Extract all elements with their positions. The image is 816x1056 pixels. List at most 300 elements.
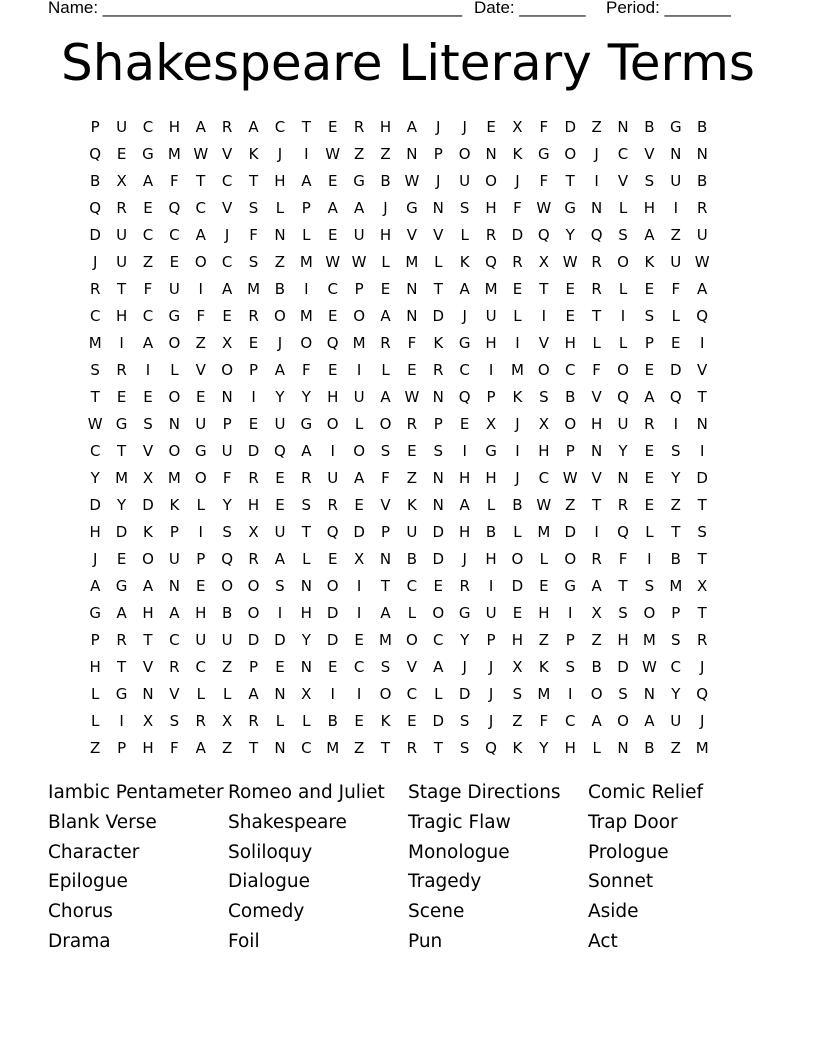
grid-letter[interactable]: C (274, 117, 286, 136)
grid-letter[interactable]: M (299, 252, 313, 271)
grid-letter[interactable]: S (90, 360, 100, 379)
grid-letter[interactable]: Z (406, 468, 418, 487)
grid-letter[interactable]: H (564, 333, 576, 352)
grid-letter[interactable]: D (432, 522, 445, 541)
grid-letter[interactable]: C (327, 279, 338, 298)
grid-letter[interactable]: A (142, 333, 154, 352)
grid-letter[interactable]: Z (591, 630, 602, 649)
grid-letter[interactable]: E (116, 387, 127, 406)
grid-letter[interactable]: E (327, 657, 338, 676)
grid-letter[interactable]: V (406, 225, 418, 244)
grid-letter[interactable]: J (488, 657, 494, 676)
grid-letter[interactable]: Z (353, 738, 365, 757)
grid-letter[interactable]: Q (274, 441, 286, 460)
grid-letter[interactable]: Z (670, 738, 681, 757)
grid-letter[interactable]: I (541, 306, 547, 325)
grid-letter[interactable]: E (116, 144, 127, 163)
grid-letter[interactable]: O (300, 333, 313, 352)
grid-letter[interactable]: N (432, 468, 444, 487)
grid-letter[interactable]: O (379, 414, 392, 433)
grid-letter[interactable]: S (644, 171, 655, 190)
grid-letter[interactable]: Q (221, 549, 234, 568)
grid-letter[interactable]: P (169, 522, 179, 541)
grid-letter[interactable]: A (274, 549, 286, 568)
grid-letter[interactable]: M (352, 333, 366, 352)
grid-letter[interactable]: K (512, 738, 523, 757)
grid-letter[interactable]: I (198, 522, 203, 541)
grid-letter[interactable]: I (304, 144, 309, 163)
grid-letter[interactable]: O (564, 549, 577, 568)
grid-letter[interactable]: T (433, 279, 443, 298)
grid-letter[interactable]: X (353, 549, 365, 568)
grid-letter[interactable]: E (116, 549, 127, 568)
grid-letter[interactable]: M (484, 279, 498, 298)
grid-letter[interactable]: M (642, 630, 656, 649)
grid-letter[interactable]: U (221, 441, 233, 460)
grid-letter[interactable]: H (142, 603, 154, 622)
grid-letter[interactable]: R (512, 252, 523, 271)
grid-letter[interactable]: B (697, 117, 708, 136)
grid-letter[interactable]: M (247, 279, 261, 298)
grid-letter[interactable]: A (591, 576, 602, 595)
grid-letter[interactable]: B (380, 171, 391, 190)
grid-letter[interactable]: W (694, 252, 710, 271)
grid-letter[interactable]: E (275, 657, 285, 676)
grid-letter[interactable]: T (433, 738, 443, 757)
grid-letter[interactable]: Z (670, 495, 681, 514)
grid-letter[interactable]: X (485, 414, 497, 433)
grid-letter[interactable]: A (142, 576, 154, 595)
grid-letter[interactable]: W (536, 495, 552, 514)
grid-letter[interactable]: M (326, 738, 340, 757)
grid-letter[interactable]: C (142, 225, 154, 244)
grid-letter[interactable]: U (168, 549, 180, 568)
grid-letter[interactable]: G (564, 576, 577, 595)
grid-letter[interactable]: Q (458, 387, 471, 406)
grid-letter[interactable]: A (644, 711, 655, 730)
grid-letter[interactable]: I (568, 684, 573, 703)
grid-letter[interactable]: W (404, 171, 420, 190)
grid-letter[interactable]: M (669, 576, 683, 595)
grid-letter[interactable]: P (433, 144, 443, 163)
grid-letter[interactable]: T (565, 171, 575, 190)
grid-letter[interactable]: S (512, 684, 523, 703)
grid-letter[interactable]: C (353, 657, 365, 676)
grid-letter[interactable]: H (168, 117, 180, 136)
grid-letter[interactable]: A (195, 225, 206, 244)
grid-letter[interactable]: P (249, 360, 259, 379)
grid-letter[interactable]: D (432, 549, 445, 568)
grid-letter[interactable]: O (458, 144, 471, 163)
grid-letter[interactable]: C (406, 684, 418, 703)
grid-letter[interactable]: D (432, 306, 445, 325)
grid-letter[interactable]: N (168, 414, 180, 433)
grid-letter[interactable]: E (327, 225, 338, 244)
grid-letter[interactable]: G (538, 144, 550, 163)
grid-letter[interactable]: F (407, 333, 417, 352)
grid-letter[interactable]: L (618, 333, 628, 352)
grid-letter[interactable]: P (644, 333, 654, 352)
word-search-grid[interactable] (82, 113, 742, 761)
grid-letter[interactable]: I (251, 387, 256, 406)
grid-letter[interactable]: T (380, 738, 391, 757)
grid-letter[interactable]: E (671, 333, 681, 352)
grid-letter[interactable]: J (277, 144, 283, 163)
grid-letter[interactable]: H (89, 522, 101, 541)
grid-letter[interactable]: A (274, 360, 286, 379)
grid-letter[interactable]: A (327, 198, 338, 217)
grid-letter[interactable]: Q (669, 387, 682, 406)
grid-letter[interactable]: A (697, 279, 708, 298)
grid-letter[interactable]: N (379, 549, 392, 568)
grid-letter[interactable]: Z (222, 657, 233, 676)
grid-letter[interactable]: F (302, 360, 311, 379)
grid-letter[interactable]: A (406, 117, 418, 136)
grid-letter[interactable]: R (116, 198, 127, 217)
grid-letter[interactable]: P (196, 549, 206, 568)
grid-letter[interactable]: C (433, 630, 444, 649)
grid-letter[interactable]: A (142, 171, 154, 190)
date-field[interactable]: Date: _______ (474, 0, 586, 17)
grid-letter[interactable]: H (327, 387, 339, 406)
grid-letter[interactable]: H (617, 630, 629, 649)
grid-letter[interactable]: S (433, 441, 444, 460)
grid-letter[interactable]: N (274, 738, 286, 757)
grid-letter[interactable]: O (405, 630, 418, 649)
grid-letter[interactable]: S (618, 225, 628, 244)
grid-letter[interactable]: U (353, 387, 365, 406)
grid-letter[interactable]: R (169, 657, 180, 676)
grid-letter[interactable]: A (169, 603, 180, 622)
grid-letter[interactable]: H (459, 468, 471, 487)
grid-letter[interactable]: M (405, 252, 419, 271)
grid-letter[interactable]: L (645, 522, 654, 541)
grid-letter[interactable]: N (432, 198, 444, 217)
grid-letter[interactable]: I (594, 171, 599, 190)
grid-letter[interactable]: S (618, 603, 628, 622)
grid-letter[interactable]: H (511, 630, 524, 649)
grid-letter[interactable]: C (538, 468, 550, 487)
grid-letter[interactable]: J (515, 171, 520, 190)
grid-letter[interactable]: Z (591, 117, 602, 136)
grid-letter[interactable]: G (564, 198, 577, 217)
grid-letter[interactable]: H (459, 522, 471, 541)
grid-letter[interactable]: C (670, 657, 682, 676)
grid-letter[interactable]: E (248, 414, 259, 433)
grid-letter[interactable]: I (304, 279, 309, 298)
grid-letter[interactable]: Z (670, 225, 681, 244)
grid-letter[interactable]: R (327, 495, 338, 514)
grid-letter[interactable]: O (617, 711, 629, 730)
grid-letter[interactable]: O (643, 603, 656, 622)
grid-letter[interactable]: E (327, 171, 338, 190)
grid-letter[interactable]: N (617, 468, 629, 487)
grid-letter[interactable]: L (196, 684, 205, 703)
grid-letter[interactable]: W (562, 252, 578, 271)
grid-letter[interactable]: T (539, 279, 549, 298)
grid-letter[interactable]: F (671, 279, 681, 298)
grid-letter[interactable]: I (620, 306, 626, 325)
grid-letter[interactable]: U (327, 468, 339, 487)
grid-letter[interactable]: E (407, 360, 417, 379)
grid-letter[interactable]: P (90, 630, 100, 649)
grid-letter[interactable]: W (87, 414, 103, 433)
grid-letter[interactable]: Z (274, 252, 286, 271)
grid-letter[interactable]: H (89, 657, 101, 676)
grid-letter[interactable]: R (248, 711, 259, 730)
grid-letter[interactable]: E (433, 576, 444, 595)
grid-letter[interactable]: S (380, 657, 391, 676)
grid-letter[interactable]: Z (512, 711, 523, 730)
grid-letter[interactable]: R (89, 279, 101, 298)
grid-letter[interactable]: E (327, 360, 338, 379)
grid-letter[interactable]: G (353, 171, 365, 190)
grid-letter[interactable]: S (618, 684, 628, 703)
grid-letter[interactable]: O (168, 333, 181, 352)
grid-letter[interactable]: L (302, 549, 311, 568)
grid-letter[interactable]: M (115, 468, 129, 487)
grid-letter[interactable]: U (221, 630, 233, 649)
grid-letter[interactable]: G (406, 198, 418, 217)
grid-letter[interactable]: D (353, 522, 365, 541)
grid-letter[interactable]: T (671, 522, 681, 541)
grid-letter[interactable]: E (354, 630, 364, 649)
grid-letter[interactable]: J (699, 657, 705, 676)
grid-letter[interactable]: M (537, 522, 551, 541)
grid-letter[interactable]: G (458, 603, 471, 622)
grid-letter[interactable]: Q (590, 225, 603, 244)
grid-letter[interactable]: I (699, 441, 705, 460)
grid-letter[interactable]: I (699, 333, 705, 352)
grid-letter[interactable]: E (248, 333, 259, 352)
grid-letter[interactable]: N (670, 144, 682, 163)
grid-letter[interactable]: D (326, 630, 339, 649)
grid-letter[interactable]: N (591, 198, 603, 217)
grid-letter[interactable]: K (380, 711, 391, 730)
grid-letter[interactable]: E (407, 711, 417, 730)
grid-letter[interactable]: O (590, 684, 603, 703)
grid-letter[interactable]: J (92, 252, 98, 271)
grid-letter[interactable]: T (90, 387, 100, 406)
grid-letter[interactable]: O (326, 414, 339, 433)
grid-letter[interactable]: O (168, 441, 181, 460)
grid-letter[interactable]: A (459, 279, 470, 298)
grid-letter[interactable]: R (116, 360, 127, 379)
grid-letter[interactable]: H (643, 198, 656, 217)
grid-letter[interactable]: L (460, 225, 469, 244)
grid-letter[interactable]: S (301, 495, 312, 514)
grid-letter[interactable]: O (432, 603, 445, 622)
grid-letter[interactable]: J (462, 657, 467, 676)
grid-letter[interactable]: S (697, 522, 707, 541)
grid-letter[interactable]: X (301, 684, 312, 703)
grid-letter[interactable]: Y (539, 738, 549, 757)
grid-letter[interactable]: X (591, 603, 602, 622)
grid-letter[interactable]: Y (222, 495, 232, 514)
grid-letter[interactable]: O (564, 144, 577, 163)
grid-letter[interactable]: M (167, 468, 181, 487)
grid-letter[interactable]: B (644, 738, 655, 757)
grid-letter[interactable]: L (381, 252, 390, 271)
grid-letter[interactable]: J (462, 306, 467, 325)
grid-letter[interactable]: P (222, 414, 232, 433)
grid-letter[interactable]: O (221, 360, 234, 379)
grid-letter[interactable]: J (515, 414, 520, 433)
grid-letter[interactable]: A (380, 603, 391, 622)
grid-letter[interactable]: H (485, 333, 497, 352)
grid-letter[interactable]: N (617, 738, 629, 757)
grid-letter[interactable]: Y (275, 387, 285, 406)
grid-letter[interactable]: R (116, 630, 127, 649)
grid-letter[interactable]: F (592, 360, 601, 379)
grid-letter[interactable]: S (671, 441, 681, 460)
grid-letter[interactable]: U (195, 414, 207, 433)
grid-letter[interactable]: G (115, 576, 128, 595)
grid-letter[interactable]: E (644, 279, 655, 298)
grid-letter[interactable]: S (671, 630, 681, 649)
grid-letter[interactable]: E (512, 279, 523, 298)
grid-letter[interactable]: R (248, 306, 259, 325)
grid-letter[interactable]: D (432, 711, 445, 730)
grid-letter[interactable]: T (248, 171, 259, 190)
grid-letter[interactable]: L (381, 360, 390, 379)
grid-letter[interactable]: T (143, 630, 153, 649)
grid-letter[interactable]: J (515, 468, 520, 487)
grid-letter[interactable]: T (592, 495, 602, 514)
grid-letter[interactable]: C (406, 576, 418, 595)
grid-letter[interactable]: M (379, 630, 392, 649)
grid-letter[interactable]: I (330, 684, 335, 703)
grid-letter[interactable]: K (459, 252, 470, 271)
grid-letter[interactable]: Q (89, 144, 102, 163)
grid-letter[interactable]: E (275, 495, 285, 514)
grid-letter[interactable]: E (565, 306, 575, 325)
grid-letter[interactable]: A (644, 387, 655, 406)
grid-letter[interactable]: O (617, 360, 629, 379)
grid-letter[interactable]: O (142, 549, 154, 568)
grid-letter[interactable]: I (356, 576, 362, 595)
grid-letter[interactable]: E (327, 549, 338, 568)
grid-letter[interactable]: J (383, 198, 388, 217)
grid-letter[interactable]: S (275, 576, 285, 595)
grid-letter[interactable]: Y (460, 630, 470, 649)
grid-letter[interactable]: F (170, 738, 179, 757)
grid-letter[interactable]: R (353, 117, 365, 136)
grid-letter[interactable]: D (564, 117, 576, 136)
grid-letter[interactable]: D (617, 657, 629, 676)
grid-letter[interactable]: I (277, 603, 283, 622)
grid-letter[interactable]: F (539, 117, 549, 136)
grid-letter[interactable]: I (568, 603, 573, 622)
grid-letter[interactable]: P (117, 738, 127, 757)
grid-letter[interactable]: S (539, 387, 549, 406)
grid-letter[interactable]: O (247, 576, 260, 595)
grid-letter[interactable]: E (644, 468, 655, 487)
grid-letter[interactable]: R (406, 738, 418, 757)
grid-letter[interactable]: D (89, 495, 101, 514)
grid-letter[interactable]: C (221, 171, 233, 190)
grid-letter[interactable]: N (432, 495, 444, 514)
grid-letter[interactable]: M (88, 333, 102, 352)
grid-letter[interactable]: O (537, 360, 550, 379)
grid-letter[interactable]: N (300, 576, 312, 595)
grid-letter[interactable]: G (115, 684, 128, 703)
grid-letter[interactable]: Y (90, 468, 100, 487)
grid-letter[interactable]: E (565, 279, 575, 298)
grid-letter[interactable]: C (221, 252, 233, 271)
grid-letter[interactable]: G (669, 117, 682, 136)
grid-letter[interactable]: L (618, 198, 628, 217)
grid-letter[interactable]: W (562, 468, 578, 487)
grid-letter[interactable]: D (511, 225, 524, 244)
grid-letter[interactable]: F (170, 171, 179, 190)
grid-letter[interactable]: F (539, 711, 549, 730)
grid-letter[interactable]: C (195, 657, 206, 676)
grid-letter[interactable]: L (91, 711, 100, 730)
grid-letter[interactable]: X (248, 522, 259, 541)
grid-letter[interactable]: E (459, 414, 470, 433)
grid-letter[interactable]: H (300, 603, 312, 622)
grid-letter[interactable]: U (274, 522, 286, 541)
grid-letter[interactable]: T (301, 522, 311, 541)
grid-letter[interactable]: U (353, 225, 365, 244)
grid-letter[interactable]: O (485, 171, 497, 190)
grid-letter[interactable]: D (142, 495, 154, 514)
grid-letter[interactable]: J (224, 225, 230, 244)
grid-letter[interactable]: B (274, 279, 286, 298)
grid-letter[interactable]: S (644, 306, 655, 325)
grid-letter[interactable]: R (433, 360, 444, 379)
grid-letter[interactable]: R (248, 468, 259, 487)
grid-letter[interactable]: G (89, 603, 101, 622)
grid-letter[interactable]: S (459, 738, 470, 757)
grid-letter[interactable]: G (458, 333, 471, 352)
grid-letter[interactable]: O (511, 549, 524, 568)
grid-letter[interactable]: M (510, 360, 524, 379)
grid-letter[interactable]: R (591, 252, 602, 271)
grid-letter[interactable]: W (325, 252, 341, 271)
grid-letter[interactable]: S (459, 711, 470, 730)
grid-letter[interactable]: E (275, 468, 285, 487)
grid-letter[interactable]: H (590, 414, 603, 433)
grid-letter[interactable]: T (117, 657, 127, 676)
grid-letter[interactable]: N (432, 387, 444, 406)
grid-letter[interactable]: N (696, 144, 708, 163)
grid-letter[interactable]: P (354, 279, 364, 298)
grid-letter[interactable]: Z (565, 495, 576, 514)
grid-letter[interactable]: I (119, 333, 124, 352)
grid-letter[interactable]: E (327, 117, 338, 136)
grid-letter[interactable]: C (89, 306, 101, 325)
grid-letter[interactable]: H (538, 603, 550, 622)
grid-letter[interactable]: X (697, 576, 708, 595)
grid-letter[interactable]: Q (168, 198, 181, 217)
grid-letter[interactable]: X (222, 333, 233, 352)
grid-letter[interactable]: D (670, 360, 682, 379)
grid-letter[interactable]: L (513, 522, 522, 541)
name-field[interactable]: Name: ______________________________________ (48, 0, 463, 17)
grid-letter[interactable]: V (142, 441, 154, 460)
grid-letter[interactable]: L (222, 684, 232, 703)
grid-letter[interactable]: B (90, 171, 101, 190)
grid-letter[interactable]: L (302, 711, 311, 730)
grid-letter[interactable]: H (115, 306, 128, 325)
grid-letter[interactable]: V (142, 657, 154, 676)
grid-letter[interactable]: R (591, 279, 602, 298)
grid-letter[interactable]: O (353, 441, 365, 460)
grid-letter[interactable]: Y (671, 684, 681, 703)
grid-letter[interactable]: A (459, 495, 470, 514)
